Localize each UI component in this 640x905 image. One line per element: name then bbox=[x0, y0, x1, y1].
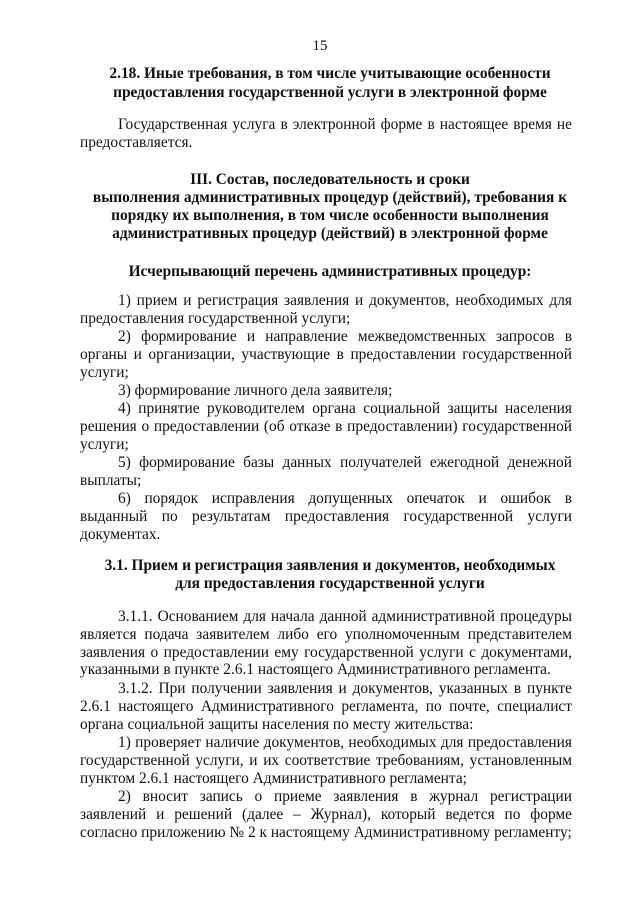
paragraph-3-1-2-item-2: 2) вносит запись о приеме заявления в журнал регистрации заявлений и решений (далее – Журнал), который ведется по форме согласно приложению № 2 к настоящему Административному регламенту; bbox=[80, 788, 572, 841]
section-3-1-heading-line-1: 3.1. Прием и регистрация заявления и документов, необходимых bbox=[104, 557, 556, 574]
page-number: 15 bbox=[312, 38, 328, 54]
procedure-item-2: 2) формирование и направление межведомственных запросов в органы и организации, участвующие в предоставлении государственной услуги; bbox=[80, 328, 572, 381]
procedure-item-4: 4) принятие руководителем органа социальной защиты населения решения о предоставлении (об отказе в предоставлении) государственной услуги; bbox=[80, 400, 572, 453]
procedure-item-1: 1) прием и регистрация заявления и документов, необходимых для предоставления государственной услуги; bbox=[80, 292, 572, 327]
paragraph-3-1-2: 3.1.2. При получении заявления и документов, указанных в пункте 2.6.1 настоящего Административного регламента, по почте, специалист органа социальной защиты населения по месту жительства: bbox=[80, 680, 572, 733]
procedure-item-6: 6) порядок исправления допущенных опечаток и ошибок в выданный по результатам предоставления государственной услуги документах. bbox=[80, 490, 572, 543]
procedure-item-3: 3) формирование личного дела заявителя; bbox=[118, 382, 393, 399]
section-2-18-heading: 2.18. Иные требования, в том числе учитывающие особенности предоставления государственной услуги в электронной форме bbox=[109, 65, 551, 101]
paragraph-3-1-2-item-1: 1) проверяет наличие документов, необходимых для предоставления государственной услуги, и их соответствие требованиям, установленным пунктом 2.6.1 настоящего Административного регламента; bbox=[80, 734, 572, 787]
section-3-heading-line-4: административных процедур (действий) в электронной форме bbox=[112, 225, 548, 242]
section-3-heading-line-2: выполнения административных процедур (действий), требования к bbox=[92, 189, 568, 206]
section-3-1-heading-line-2: для предоставления государственной услуги bbox=[175, 575, 485, 592]
section-3-heading-line-1: III. Состав, последовательность и сроки bbox=[190, 171, 470, 188]
procedure-item-5: 5) формирование базы данных получателей ежегодной денежной выплаты; bbox=[80, 454, 572, 489]
section-2-18-text: Государственная услуга в электронной форме в настоящее время не предоставляется. bbox=[80, 116, 572, 151]
paragraph-3-1-1: 3.1.1. Основанием для начала данной административной процедуры является подача заявителем либо его уполномоченным представителем заявления о предоставлении ему государственной услуги с документами, указанными в пункте 2.6.1 настоящего Административного регламента. bbox=[80, 608, 572, 679]
procedures-list-title: Исчерпывающий перечень административных процедур: bbox=[128, 263, 532, 280]
section-3-heading-line-3: порядку их выполнения, в том числе особенности выполнения bbox=[111, 207, 549, 224]
